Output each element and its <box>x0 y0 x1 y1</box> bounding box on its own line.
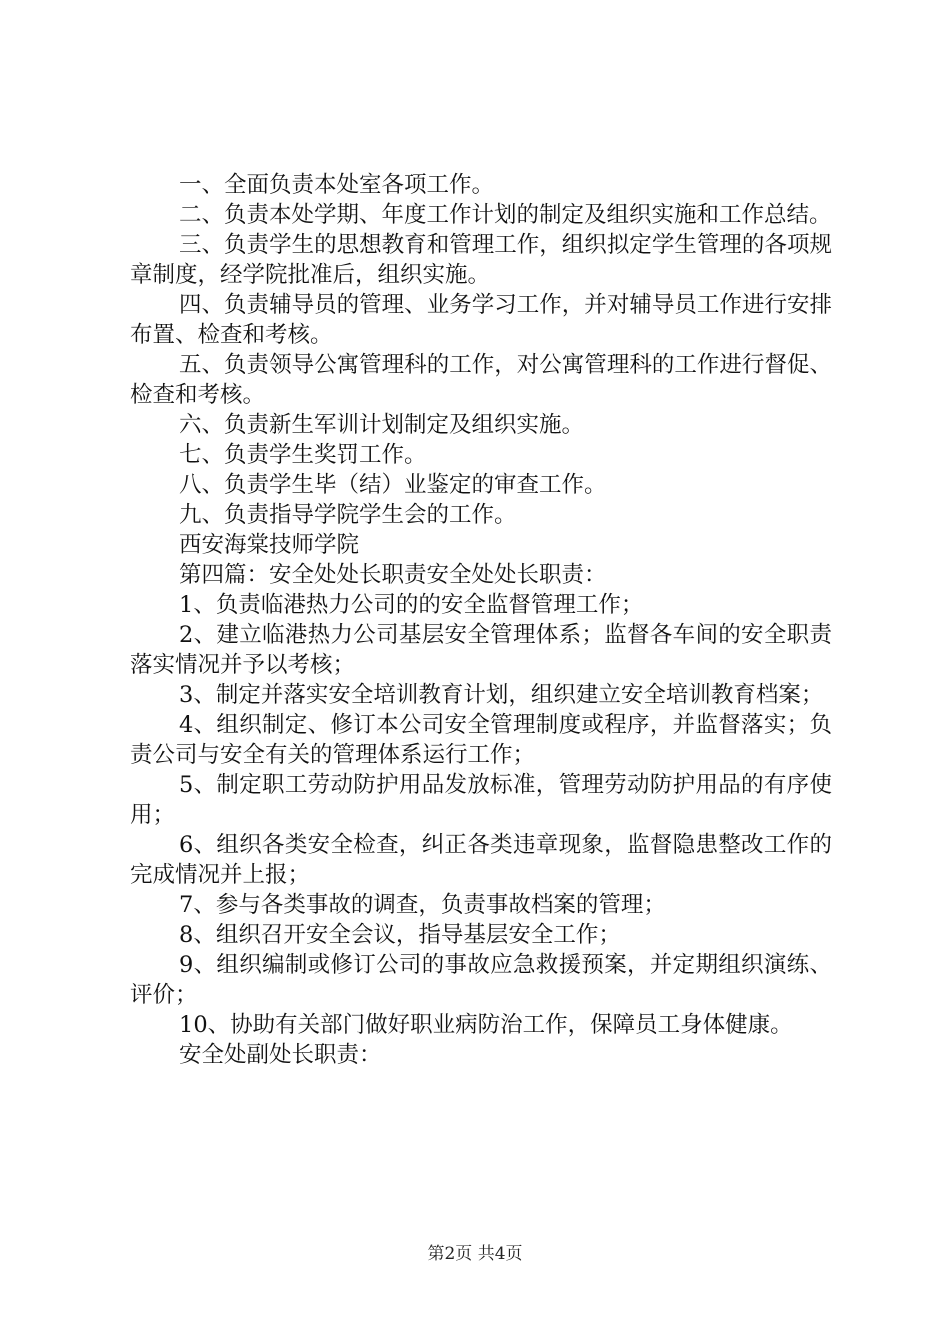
section-heading: 第四篇：安全处处长职责安全处处长职责： <box>179 562 607 588</box>
subsection-heading: 安全处副处长职责： <box>179 1042 382 1068</box>
duty-item-9: 9、组织编制或修订公司的事故应急救援预案，并定期组织演练、评价； <box>130 952 832 1008</box>
duty-item-3: 3、制定并落实安全培训教育计划，组织建立安全培训教育档案； <box>179 682 824 708</box>
paragraph-2: 二、负责本处学期、年度工作计划的制定及组织实施和工作总结。 <box>179 202 832 228</box>
duty-item-6: 6、组织各类安全检查，纠正各类违章现象，监督隐患整改工作的完成情况并上报； <box>130 832 832 888</box>
paragraph-3: 三、负责学生的思想教育和管理工作，组织拟定学生管理的各项规章制度，经学院批准后，组织实施。 <box>130 232 832 288</box>
duty-item-1: 1、负责临港热力公司的的安全监督管理工作； <box>179 592 644 618</box>
paragraph-1: 一、全面负责本处室各项工作。 <box>179 172 495 198</box>
paragraph-9: 九、负责指导学院学生会的工作。 <box>179 502 517 528</box>
paragraph-4: 四、负责辅导员的管理、业务学习工作，并对辅导员工作进行安排布置、检查和考核。 <box>130 292 832 348</box>
duty-item-10: 10、协助有关部门做好职业病防治工作，保障员工身体健康。 <box>179 1012 793 1038</box>
paragraph-8: 八、负责学生毕（结）业鉴定的审查工作。 <box>179 472 607 498</box>
duty-item-4: 4、组织制定、修订本公司安全管理制度或程序，并监督落实；负责公司与安全有关的管理体系运行工作； <box>130 712 832 768</box>
paragraph-6: 六、负责新生军训计划制定及组织实施。 <box>179 412 585 438</box>
paragraph-5: 五、负责领导公寓管理科的工作，对公寓管理科的工作进行督促、检查和考核。 <box>130 352 832 408</box>
duty-item-8: 8、组织召开安全会议，指导基层安全工作； <box>179 922 621 948</box>
page-footer <box>0 1244 950 1264</box>
page-number-label: 第2页 共4页 <box>427 1244 523 1264</box>
duty-item-5: 5、制定职工劳动防护用品发放标准，管理劳动防护用品的有序使用； <box>130 772 832 828</box>
duty-item-2: 2、建立临港热力公司基层安全管理体系；监督各车间的安全职责落实情况并予以考核； <box>130 622 832 678</box>
paragraph-school-name: 西安海棠技师学院 <box>179 532 360 558</box>
duty-item-7: 7、参与各类事故的调查，负责事故档案的管理； <box>179 892 666 918</box>
paragraph-7: 七、负责学生奖罚工作。 <box>179 442 427 468</box>
document-body <box>130 170 832 1070</box>
